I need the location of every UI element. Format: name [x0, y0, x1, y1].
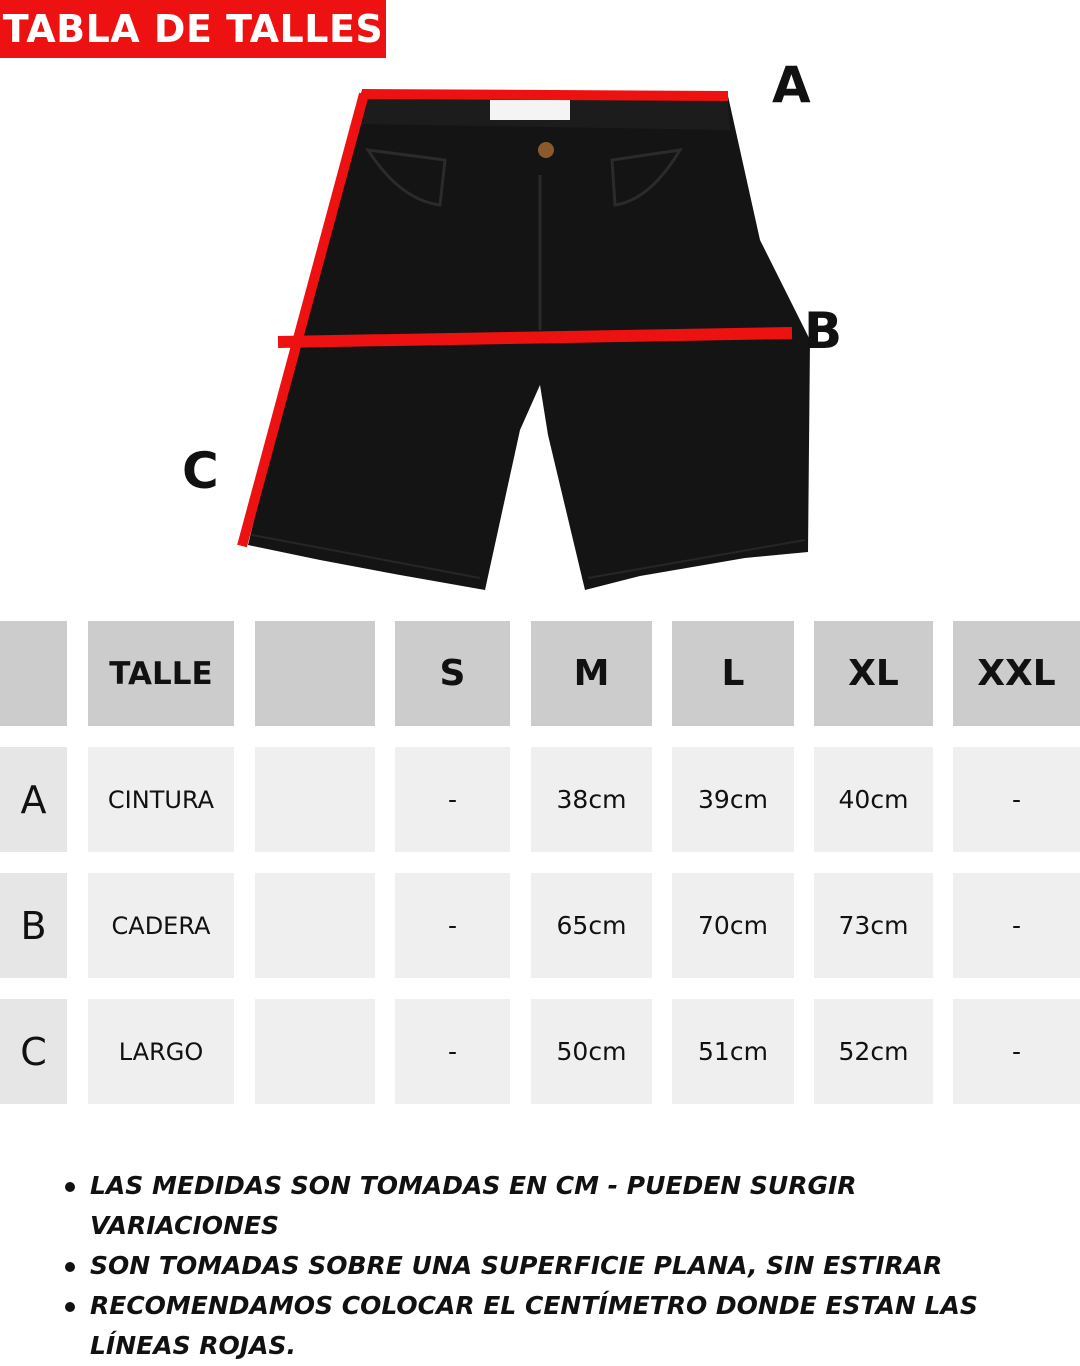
note-item: RECOMENDAMOS COLOCAR EL CENTÍMETRO DONDE ESTAN LAS LÍNEAS ROJAS. [60, 1286, 1050, 1366]
blank-cell [255, 999, 375, 1104]
header-cell-talle: TALLE [88, 621, 234, 726]
header-cell-m: M [531, 621, 652, 726]
value-cell: 73cm [814, 873, 933, 978]
row-letter: C [0, 999, 67, 1104]
row-label: CINTURA [88, 747, 234, 852]
note-item: SON TOMADAS SOBRE UNA SUPERFICIE PLANA, SIN ESTIRAR [60, 1246, 1050, 1286]
clothing-tag [490, 100, 570, 120]
value-cell: 39cm [672, 747, 794, 852]
blank-cell [255, 873, 375, 978]
label-a: A [772, 56, 811, 114]
page-title: TABLA DE TALLES [2, 7, 384, 51]
header-cell-s: S [395, 621, 510, 726]
value-cell: 52cm [814, 999, 933, 1104]
label-c: C [182, 442, 219, 500]
header-cell-xxl: XXL [953, 621, 1080, 726]
row-label: CADERA [88, 873, 234, 978]
value-cell: 40cm [814, 747, 933, 852]
shorts-diagram [0, 0, 1080, 610]
value-cell: 51cm [672, 999, 794, 1104]
row-letter: B [0, 873, 67, 978]
header-cell-l: L [672, 621, 794, 726]
measure-line-a [362, 94, 728, 96]
value-cell: 65cm [531, 873, 652, 978]
value-cell: - [953, 999, 1080, 1104]
value-cell: - [395, 747, 510, 852]
note-item: LAS MEDIDAS SON TOMADAS EN CM - PUEDEN SURGIR VARIACIONES [60, 1166, 1050, 1246]
button-icon [538, 142, 554, 158]
row-letter: A [0, 747, 67, 852]
blank-cell [255, 747, 375, 852]
value-cell: 50cm [531, 999, 652, 1104]
value-cell: 38cm [531, 747, 652, 852]
header-cell-xl: XL [814, 621, 933, 726]
value-cell: 70cm [672, 873, 794, 978]
value-cell: - [395, 999, 510, 1104]
label-b: B [804, 302, 843, 360]
notes-list [60, 1166, 1050, 1366]
header-cell-blank [255, 621, 375, 726]
value-cell: - [395, 873, 510, 978]
value-cell: - [953, 747, 1080, 852]
header-cell-blank [0, 621, 67, 726]
row-label: LARGO [88, 999, 234, 1104]
value-cell: - [953, 873, 1080, 978]
